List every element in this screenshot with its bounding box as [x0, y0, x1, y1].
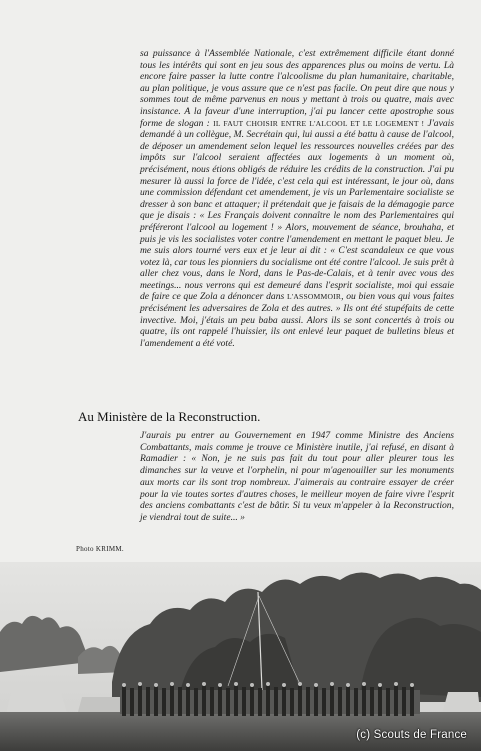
paragraph-end: , ou bien vous qui vous faites précisément les adversaires de Zola et des autres. » Ils ont été stupéfaits de cette invective. Moi, j'étais un peu baba aussi. Alors ils se sont concertés à trois ou quatre, ils ont rappelé l'huissier, ils ont enlevé leur paquet de bulletins bleus et l'amendement a été voté.: [140, 291, 455, 349]
book-title: L'ASSOMMOIR: [286, 292, 342, 302]
scout-camp-photo: [0, 562, 481, 751]
paragraph-intro: sa puissance à l'Assemblée Nationale, c'est extrêmement difficile étant donné tous les intérêts qui sont en jeu sous des apparences plus ou moins de vertu. Là encore faire passer la lutte contre l'alcoolisme du plan humanitaire, charitable, au plan politique, je vous assure que ce n'est pas facile. On peut dire que nous y sommes tout de même parvenus en nous y mettant à trois ou quatre, mais avec insistance. A la faveur d'une interruption, j'ai pu lancer cette apostrophe sous forme de slogan :: [140, 48, 454, 129]
paragraph-middle: J'avais demandé à un collègue, M. Secrétain qui, lui aussi a été battu à cause de l'alcool, de déposer un amendement selon lequel les ressources nouvelles créées par des impôts sur l'alcool seraient affectées aux logements à un moment où, précisément, nous étions obligés de réduire les crédits de la construction. J'ai pu mesurer là aussi la force de l'idée, c'est cela qui est intéressant, le jour où, dans une commission défendant cet amendement, je vis un Parlementaire socialiste se dresser à son banc et attaquer; il prétendait que je faisais de la démagogie parce que je disais : « Les Français doivent connaître le nom des Parlementaires qui préféreront l'alcool au logement ! » Alors, mouvement de séance, brouhaha, et puis je vis les socialistes voter contre l'amendement en mettant le paquet bleu. Je me suis alors tourné vers eux et je leur ai dit : « C'est scandaleux ce que vous votez là, car tous les pionniers du socialisme ont été contre l'alcool. Je suis prêt à aller chez vous, dans le Nord, dans le Pas-de-Calais, et à tenir avec vous des meetings... nous verrons qui est demeuré dans l'esprit socialiste, moi qui essaie de faire ce que Zola a dénoncer dans: [140, 117, 455, 303]
photo-credit: Photo KRIMM.: [76, 545, 124, 553]
reconstruction-paragraph: J'aurais pu entrer au Gouvernement en 1947 comme Ministre des Anciens Combattants, mais comme je trouve ce Ministère inutile, j'ai refusé, en disant à Ramadier : « Non, je ne suis pas fait du tout pour aller pleurer tous les dimanches sur la veuve et l'orphelin, ni pour m'agenouiller sur les monuments aux morts car ils sont trop nombreux. J'aimerais au contraire essayer de créer pour la vie toutes sortes d'autres choses, le meilleur moyen de faire vivre l'esprit des anciens combattants c'est de bâtir. Si tu veux m'appeler à la Reconstruction, je viendrai tout de suite... »: [140, 430, 454, 523]
copyright-watermark: (c) Scouts de France: [356, 729, 467, 741]
slogan-text: IL FAUT CHOISIR ENTRE L'ALCOOL ET LE LOGEMENT !: [213, 118, 425, 128]
photo-image: [0, 562, 481, 751]
article-paragraph: [140, 48, 454, 349]
section-heading: Au Ministère de la Reconstruction.: [78, 409, 261, 424]
